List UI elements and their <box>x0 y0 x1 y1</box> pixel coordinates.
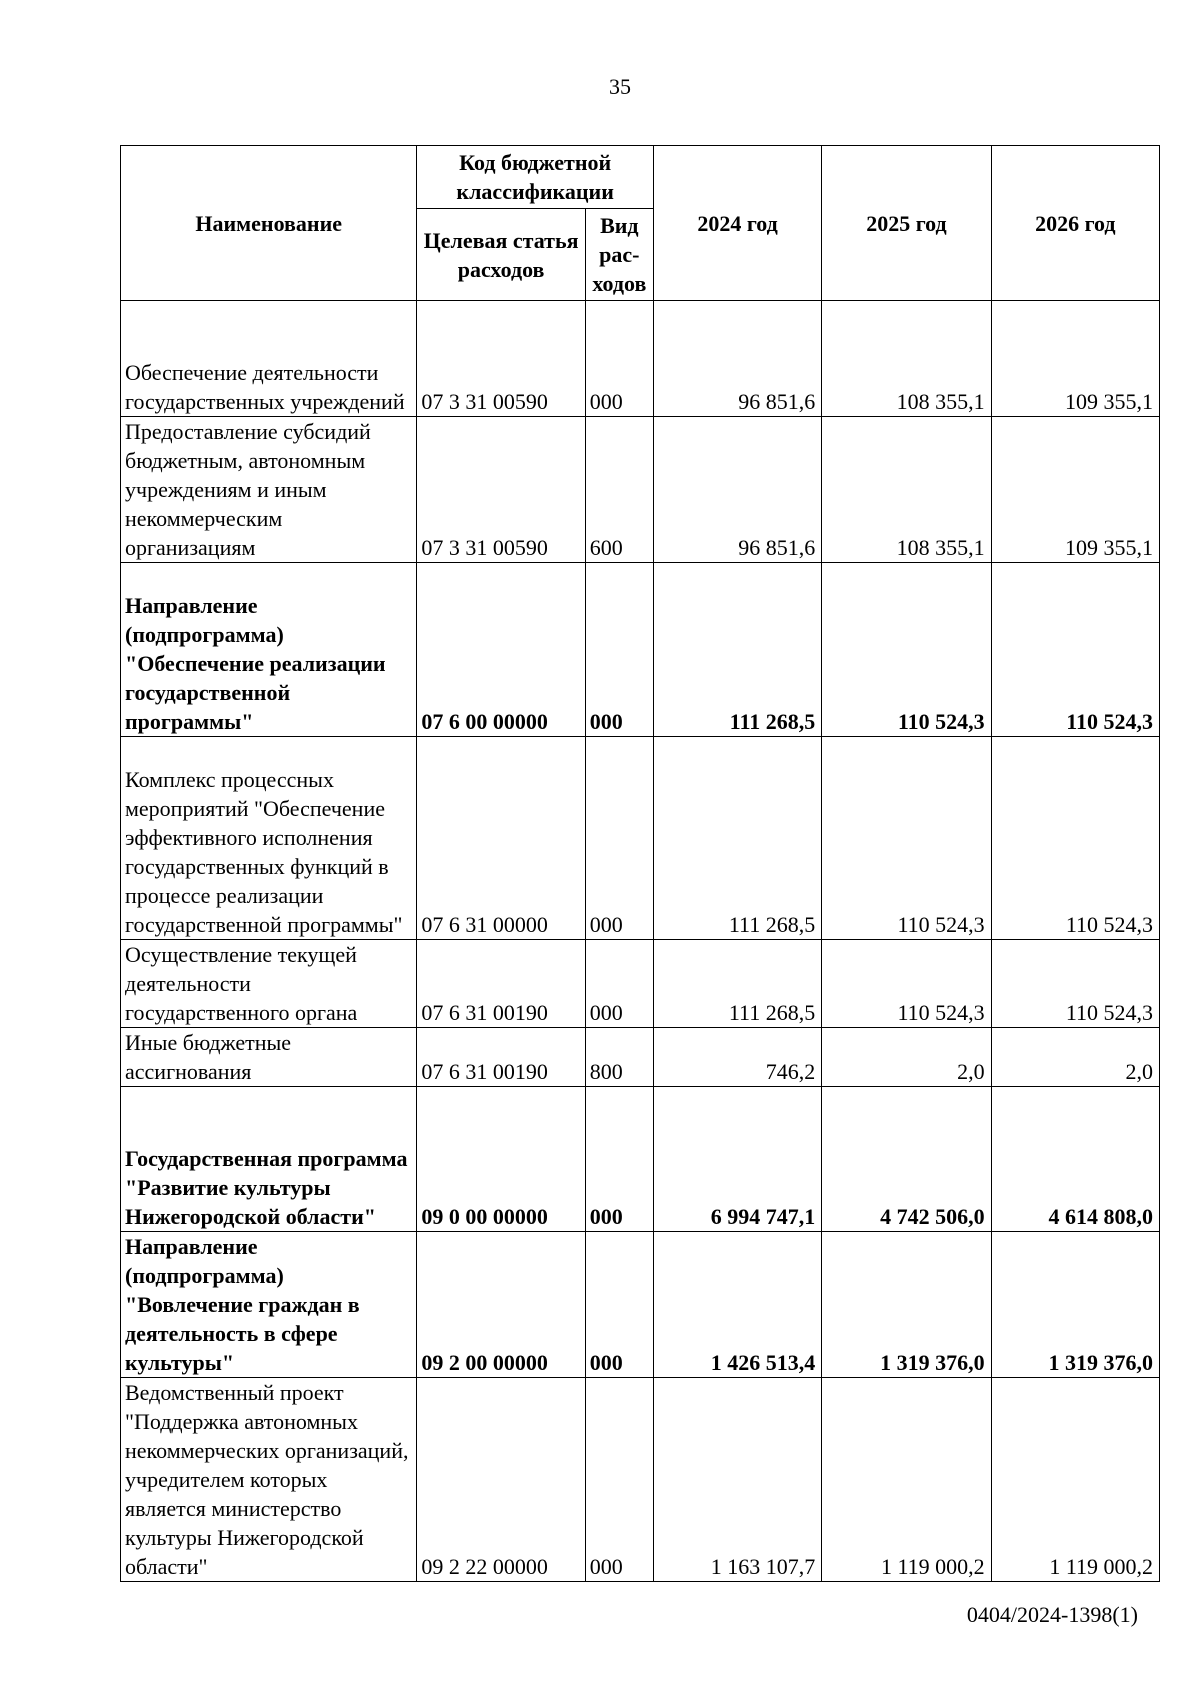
row-value-2025: 1 319 376,0 <box>822 1232 991 1378</box>
budget-table <box>120 145 1160 1582</box>
row-target-article: 07 6 00 00000 <box>417 563 585 737</box>
row-value-2025: 108 355,1 <box>822 301 991 417</box>
row-name: Ведомственный проект "Поддержка автономных некоммерческих организаций, учредителем которых является министерство культуры Нижегородской области" <box>121 1378 417 1582</box>
table-row <box>121 301 1160 417</box>
row-expense-type: 600 <box>585 417 653 563</box>
row-name: Направление (подпрограмма) "Вовлечение граждан в деятельность в сфере культуры" <box>121 1232 417 1378</box>
page-number: 35 <box>609 74 631 99</box>
row-value-2026: 109 355,1 <box>991 417 1159 563</box>
document-id: 0404/2024-1398(1) <box>966 1602 1138 1627</box>
row-value-2024: 6 994 747,1 <box>653 1087 821 1232</box>
row-expense-type: 000 <box>585 940 653 1028</box>
row-value-2024: 111 268,5 <box>653 940 821 1028</box>
row-value-2026: 4 614 808,0 <box>991 1087 1159 1232</box>
table-row <box>121 737 1160 940</box>
row-value-2025: 2,0 <box>822 1028 991 1087</box>
row-name: Государственная программа "Развитие культуры Нижегородской области" <box>121 1087 417 1232</box>
header-year-2026: 2026 год <box>991 146 1159 301</box>
table-row <box>121 417 1160 563</box>
row-target-article: 07 3 31 00590 <box>417 301 585 417</box>
row-value-2025: 108 355,1 <box>822 417 991 563</box>
row-value-2026: 110 524,3 <box>991 737 1159 940</box>
row-value-2025: 110 524,3 <box>822 940 991 1028</box>
row-value-2024: 1 163 107,7 <box>653 1378 821 1582</box>
row-target-article: 09 2 22 00000 <box>417 1378 585 1582</box>
row-value-2025: 110 524,3 <box>822 737 991 940</box>
row-value-2024: 96 851,6 <box>653 301 821 417</box>
row-name: Направление (подпрограмма) "Обеспечение реализации государственной программы" <box>121 563 417 737</box>
row-target-article: 09 0 00 00000 <box>417 1087 585 1232</box>
budget-table-body <box>121 301 1160 1582</box>
row-value-2026: 1 319 376,0 <box>991 1232 1159 1378</box>
row-target-article: 07 3 31 00590 <box>417 417 585 563</box>
row-value-2025: 110 524,3 <box>822 563 991 737</box>
row-expense-type: 000 <box>585 563 653 737</box>
row-value-2026: 110 524,3 <box>991 940 1159 1028</box>
row-value-2024: 111 268,5 <box>653 737 821 940</box>
table-row <box>121 563 1160 737</box>
row-value-2024: 111 268,5 <box>653 563 821 737</box>
header-name: Наименование <box>121 146 417 301</box>
row-value-2024: 1 426 513,4 <box>653 1232 821 1378</box>
row-value-2024: 96 851,6 <box>653 417 821 563</box>
row-name: Осуществление текущей деятельности государственного органа <box>121 940 417 1028</box>
row-name: Комплекс процессных мероприятий "Обеспечение эффективного исполнения государственных функций в процессе реализации государственной программы" <box>121 737 417 940</box>
header-year-2025: 2025 год <box>822 146 991 301</box>
row-value-2025: 1 119 000,2 <box>822 1378 991 1582</box>
row-value-2026: 1 119 000,2 <box>991 1378 1159 1582</box>
row-value-2025: 4 742 506,0 <box>822 1087 991 1232</box>
table-row <box>121 940 1160 1028</box>
row-target-article: 09 2 00 00000 <box>417 1232 585 1378</box>
row-expense-type: 000 <box>585 301 653 417</box>
row-expense-type: 000 <box>585 1378 653 1582</box>
row-value-2026: 110 524,3 <box>991 563 1159 737</box>
row-expense-type: 000 <box>585 1232 653 1378</box>
row-name: Предоставление субсидий бюджетным, автономным учреждениям и иным некоммерческим организациям <box>121 417 417 563</box>
row-value-2026: 109 355,1 <box>991 301 1159 417</box>
row-target-article: 07 6 31 00190 <box>417 940 585 1028</box>
table-row <box>121 1087 1160 1232</box>
header-code-group: Код бюджетной классификации <box>417 146 654 209</box>
header-expense-type: Вид рас-ходов <box>585 209 653 301</box>
row-expense-type: 800 <box>585 1028 653 1087</box>
table-row <box>121 1378 1160 1582</box>
row-target-article: 07 6 31 00000 <box>417 737 585 940</box>
row-expense-type: 000 <box>585 737 653 940</box>
row-name: Обеспечение деятельности государственных учреждений <box>121 301 417 417</box>
row-target-article: 07 6 31 00190 <box>417 1028 585 1087</box>
table-row <box>121 1028 1160 1087</box>
row-name: Иные бюджетные ассигнования <box>121 1028 417 1087</box>
row-value-2026: 2,0 <box>991 1028 1159 1087</box>
row-expense-type: 000 <box>585 1087 653 1232</box>
header-year-2024: 2024 год <box>653 146 821 301</box>
table-row <box>121 1232 1160 1378</box>
header-target-article: Целевая статья расходов <box>417 209 585 301</box>
row-value-2024: 746,2 <box>653 1028 821 1087</box>
